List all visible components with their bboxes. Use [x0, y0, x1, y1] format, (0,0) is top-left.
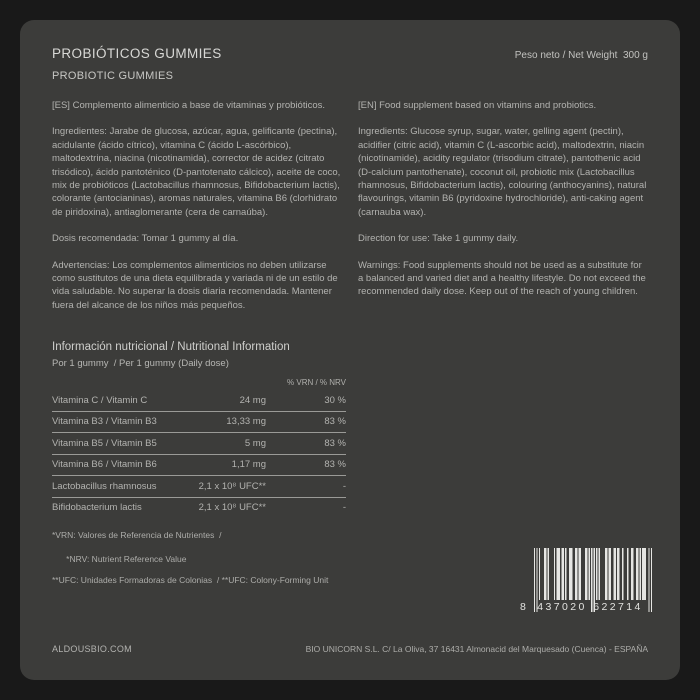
nutrition-subtitle: Por 1 gummy / Per 1 gummy (Daily dose) [52, 358, 229, 369]
en-intro: [EN] Food supplement based on vitamins and probiotics. [358, 100, 597, 111]
en-warnings: Warnings: Food supplements should not be used as a substitute for a balanced and varied diet and a healthy lifestyle. Do not exceed the recommended daily dose. Keep out of the reach of young children. [358, 259, 646, 298]
ufc-footnote: **UFC: Unidades Formadoras de Colonias / **UFC: Colony-Forming Unit [52, 575, 329, 585]
barcode-left-group: 437020 [537, 601, 587, 613]
english-column [358, 99, 648, 325]
table-row [52, 476, 346, 498]
vrn-footnote [52, 529, 346, 565]
table-row [52, 498, 346, 519]
table-row [52, 433, 346, 455]
nutrient-amount: 13,33 mg [226, 416, 266, 427]
barcode-digits [518, 601, 656, 615]
nutrient-name: Bifidobacterium lactis [52, 502, 142, 513]
es-intro: [ES] Complemento alimenticio a base de vitaminas y probióticos. [52, 100, 325, 111]
spanish-column [52, 99, 348, 325]
nutrient-amount: 1,17 mg [231, 459, 266, 470]
nutrient-amount: 5 mg [244, 437, 266, 449]
product-label [20, 20, 680, 680]
nutrient-name: Lactobacillus rhamnosus [52, 480, 157, 492]
net-weight: Peso neto / Net Weight 300 g [514, 50, 648, 61]
table-row [52, 412, 346, 434]
es-ingredients: Ingredientes: Jarabe de glucosa, azúcar, agua, gelificante (pectina), acidulante (ácido cítrico), vitamina C (ácido L-ascórbico), maltodextrina, niacina (nicotinamida), corrector de acidez (citrato trisódico), ácido pantoténico (D-pantotenato cálcico), aceite de coco, mix de probióticos (Lactobacillus rhamnosus, Bifidobacterium lactis), colorante (antocianinas), aromas naturales, vitamina B6 (clorhidrato de piridoxina), antiaglomerante (cera de carnaúba). [52, 126, 341, 218]
company-address: BIO UNICORN S.L. C/ La Oliva, 37 16431 Almonacid del Marquesado (Cuenca) - ESPAÑA [305, 644, 648, 654]
en-dose: Direction for use: Take 1 gummy daily. [358, 233, 519, 245]
nutrient-amount: 24 mg [239, 394, 266, 406]
nutrient-nrv: - [342, 502, 346, 513]
ean13-barcode [518, 548, 656, 618]
nutrient-name: Vitamina B3 / Vitamin B3 [52, 416, 157, 427]
vrn-footnote-line2: *NRV: Nutrient Reference Value [66, 554, 187, 564]
nutrition-title: Información nutricional / Nutritional Information [52, 341, 290, 353]
vrn-footnote-line1: *VRN: Valores de Referencia de Nutrientes / [52, 530, 222, 540]
table-row [52, 390, 346, 412]
product-title: PROBIÓTICOS GUMMIES [52, 46, 222, 61]
nutrient-nrv: 83 % [324, 416, 346, 427]
barcode-right-group: 622714 [593, 601, 643, 613]
table-row [52, 455, 346, 477]
nutrient-name: Vitamina C / Vitamin C [52, 394, 148, 406]
es-dose: Dosis recomendada: Tomar 1 gummy al día. [52, 233, 239, 245]
nutrient-nrv: 83 % [324, 459, 346, 470]
bilingual-text-columns [52, 99, 648, 325]
barcode-first-digit: 8 [520, 601, 526, 613]
nutrient-amount: 2,1 x 10⁸ UFC** [198, 480, 266, 492]
nutrient-nrv: 83 % [324, 437, 346, 449]
en-ingredients: Ingredients: Glucose syrup, sugar, water, gelling agent (pectin), acidifier (citric acid), vitamin C (L-ascorbic acid), maltodextrin, niacin (nicotinamide), acidity regulator (trisodium citrate), pantothenic acid (D-calcium pantothenate), coconut oil, probiotic mix (Lactobacillus rhamnosus, Bifidobacterium lactis), colouring (anthocyanins), natural flavourings, vitamin B6 (pyridoxine hydrochloride), anti-caking agent (carnauba wax). [358, 126, 647, 218]
es-warnings: Advertencias: Los complementos alimenticios no deben utilizarse como sustitutos de una dieta equilibrada y variada ni de un estilo de vida saludable. No superar la dosis diaria recomendada. Mantener fuera del alcance de los niños más pequeños. [52, 259, 338, 311]
website-url: ALDOUSBIO.COM [52, 644, 132, 654]
nrv-column-header: % VRN / % NRV [287, 378, 346, 387]
label-header [52, 46, 222, 82]
nutrient-nrv: - [342, 480, 346, 492]
nutrient-amount: 2,1 x 10⁸ UFC** [198, 502, 266, 513]
product-subtitle: PROBIOTIC GUMMIES [52, 70, 174, 82]
nutrient-name: Vitamina B6 / Vitamin B6 [52, 459, 157, 470]
nutrient-name: Vitamina B5 / Vitamin B5 [52, 437, 157, 449]
nutrient-nrv: 30 % [324, 394, 346, 406]
label-footer [52, 644, 648, 654]
nutrition-panel [52, 341, 346, 586]
